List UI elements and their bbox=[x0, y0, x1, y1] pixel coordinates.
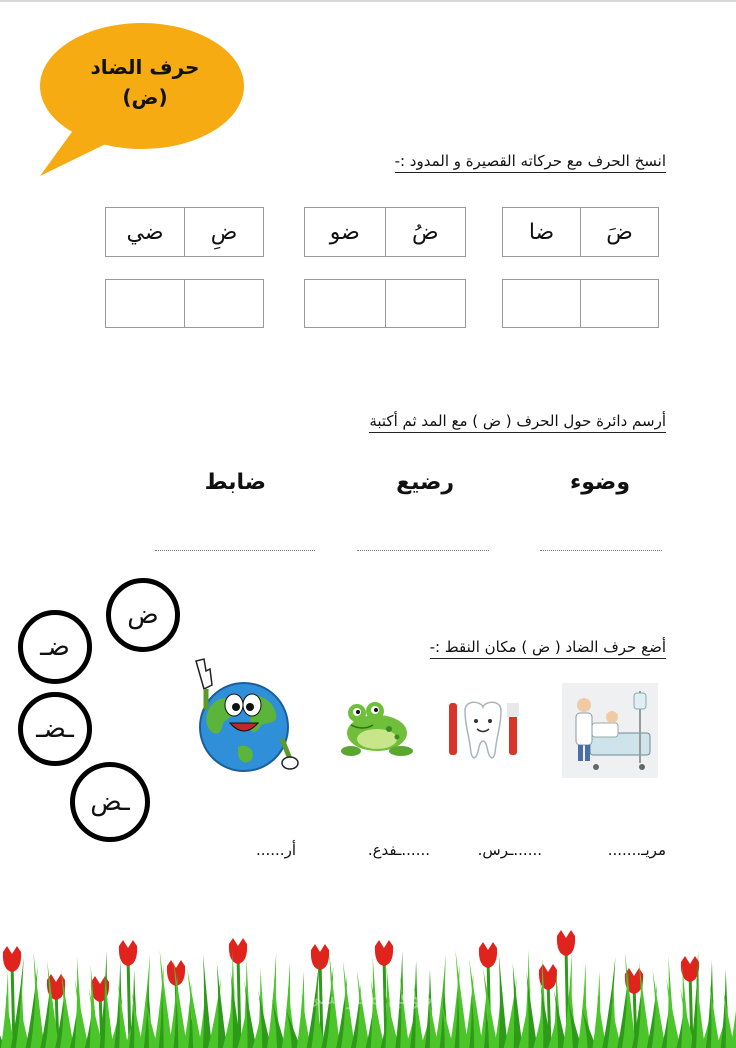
section3-heading: أضع حرف الضاد ( ض ) مكان النقط :- bbox=[430, 638, 666, 659]
short-vowel-cell: ضُ bbox=[385, 208, 466, 256]
vowel-group-damma bbox=[304, 207, 466, 257]
short-vowel-cell: ضَ bbox=[580, 208, 658, 256]
copy-cell[interactable] bbox=[184, 280, 263, 327]
copy-boxes-damma[interactable] bbox=[304, 279, 466, 328]
hospital-patient-icon bbox=[562, 683, 658, 778]
fill-word-2[interactable]: ......ـرس. bbox=[477, 841, 542, 859]
vowel-group-fatha bbox=[502, 207, 659, 257]
long-vowel-cell: ضي bbox=[126, 219, 164, 245]
write-line[interactable] bbox=[357, 550, 489, 551]
section1-heading: انسخ الحرف مع حركاته القصيرة و المدود :- bbox=[395, 152, 666, 173]
letter-form-initial: ضـ bbox=[18, 610, 92, 684]
fill-word-3[interactable]: ......ـفدع. bbox=[367, 841, 430, 859]
title-line-2: (ض) bbox=[122, 85, 168, 109]
long-vowel-cell: ضو bbox=[329, 219, 360, 245]
fill-word-1[interactable]: مريـ....... bbox=[607, 841, 666, 859]
word-radee[interactable]: رضيع bbox=[396, 470, 454, 495]
long-vowel-cell: ضا bbox=[528, 219, 555, 245]
title-line-1: حرف الضاد bbox=[90, 55, 200, 79]
watermark: موقع مدرستي bbox=[303, 985, 433, 1010]
page-title bbox=[70, 52, 220, 112]
section2-heading: أرسم دائرة حول الحرف ( ض ) مع المد ثم أكتبة bbox=[369, 412, 666, 433]
frog-icon bbox=[337, 695, 415, 761]
tooth-icon bbox=[445, 697, 521, 763]
letter-form-medial: ـضـ bbox=[18, 692, 92, 766]
word-wudu[interactable]: وضوء bbox=[570, 470, 630, 495]
grass-tulips-footer bbox=[0, 900, 736, 1048]
copy-cell[interactable] bbox=[385, 280, 466, 327]
copy-cell[interactable] bbox=[503, 280, 580, 327]
word-dabit[interactable]: ضابط bbox=[204, 470, 266, 495]
letter-form-final: ـض bbox=[70, 762, 150, 842]
copy-cell[interactable] bbox=[580, 280, 658, 327]
write-line[interactable] bbox=[155, 550, 315, 551]
short-vowel-cell: ضِ bbox=[184, 208, 263, 256]
letter-form-isolated: ض bbox=[106, 578, 180, 652]
earth-icon bbox=[186, 655, 302, 777]
vowel-group-kasra bbox=[105, 207, 264, 257]
copy-boxes-fatha[interactable] bbox=[502, 279, 659, 328]
copy-boxes-kasra[interactable] bbox=[105, 279, 264, 328]
write-line[interactable] bbox=[540, 550, 662, 551]
copy-cell[interactable] bbox=[106, 280, 184, 327]
copy-cell[interactable] bbox=[305, 280, 385, 327]
fill-word-4[interactable]: أر...... bbox=[255, 841, 296, 859]
